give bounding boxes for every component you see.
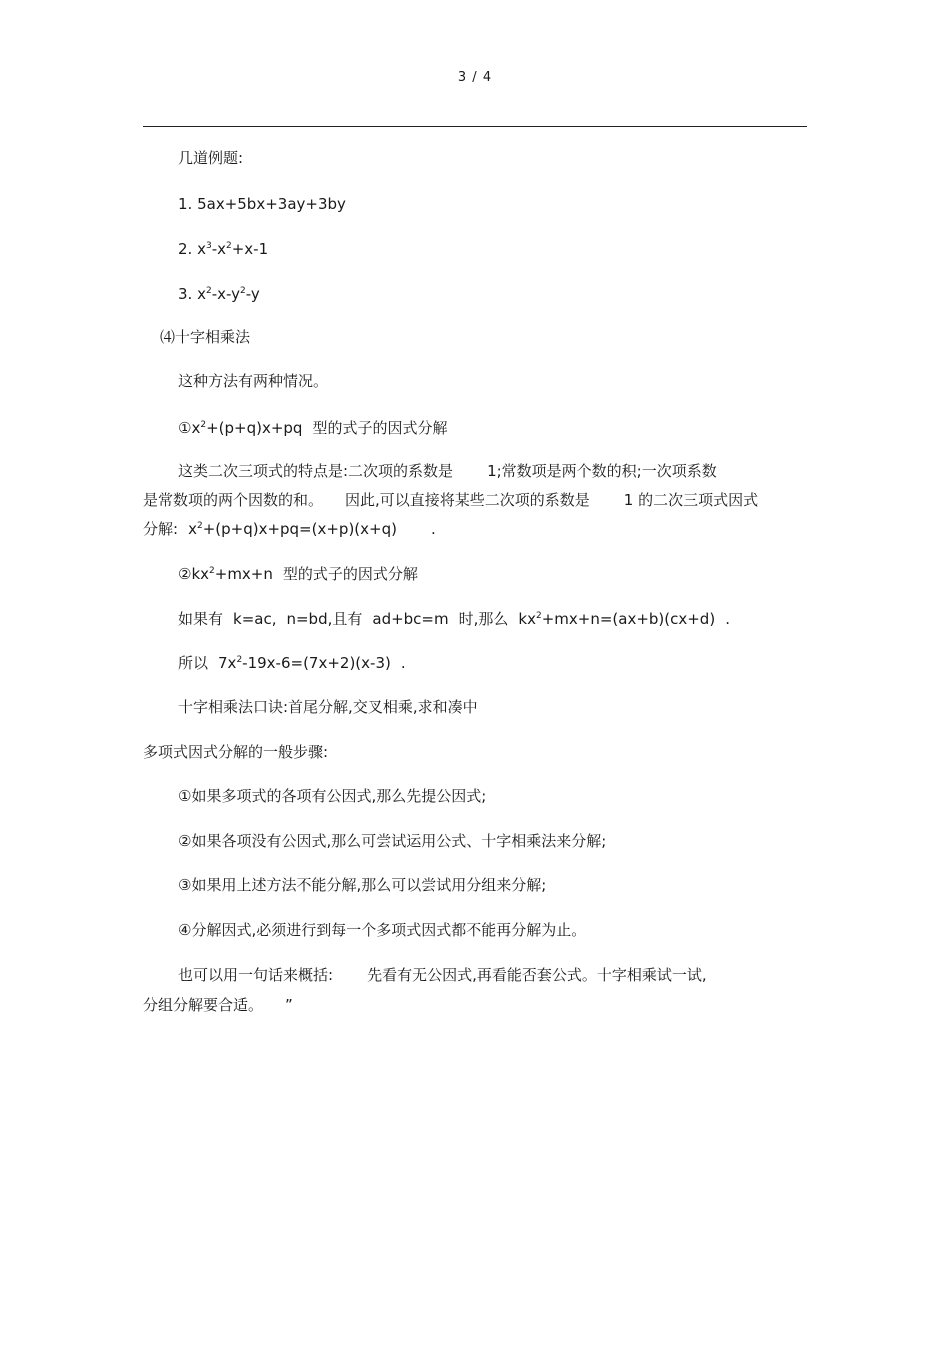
- paragraph-1-line-3: [143, 519, 436, 539]
- case-2-prefix: ②kx: [178, 565, 210, 583]
- so-line: [178, 653, 406, 673]
- paragraph-1-line-2-a: 是常数项的两个因数的和。: [143, 491, 324, 509]
- paragraph-1-line-3-a: 分解:: [143, 520, 179, 538]
- paragraph-2-exponent: 2: [535, 611, 542, 621]
- case-2-heading: [178, 564, 418, 584]
- example-2-suffix: +x-1: [231, 240, 269, 258]
- examples-title: 几道例题:: [178, 149, 244, 167]
- two-cases-text: 这种方法有两种情况。: [178, 372, 329, 390]
- case-1-prefix: ①x: [178, 419, 201, 437]
- summary-line-1-b: 先看有无公因式,再看能否套公式。十字相乘试一试,: [367, 966, 707, 984]
- paragraph-2: [178, 609, 730, 629]
- example-3-exponent-1: 2: [205, 286, 212, 296]
- example-2-exponent-1: 3: [205, 241, 212, 251]
- paragraph-1-line-1-b: 1;常数项是两个数的积;一次项系数: [487, 462, 717, 480]
- paragraph-2-a: 如果有: [178, 610, 224, 628]
- page-number: 3 / 4: [457, 70, 493, 85]
- paragraph-2-f: kx: [518, 610, 536, 628]
- header-rule: [143, 126, 807, 127]
- paragraph-1-line-2-b: 因此,可以直接将某些二次项的系数是: [345, 491, 590, 509]
- paragraph-1-line-2-c: 1 的二次三项式因式: [623, 491, 759, 509]
- summary-line-2: [143, 995, 293, 1015]
- example-3-mid: -x-y: [211, 285, 241, 303]
- mnemonic: 十字相乘法口诀:首尾分解,交叉相乘,求和凑中: [178, 698, 478, 716]
- so-line-a: 所以: [178, 654, 209, 672]
- paragraph-2-formula: +mx+n=(ax+b)(cx+d): [541, 610, 716, 628]
- paragraph-2-c: n=bd,且有: [286, 610, 363, 628]
- step-4: ④分解因式,必须进行到每一个多项式因式都不能再分解为止。: [178, 921, 587, 939]
- case-1-exponent: 2: [200, 420, 207, 430]
- paragraph-1-formula: +(p+q)x+pq=(x+p)(x+q): [202, 520, 397, 538]
- paragraph-1-line-3-exponent: 2: [196, 521, 203, 531]
- case-2-label: 型的式子的因式分解: [282, 565, 418, 583]
- example-1: 1. 5ax+5bx+3ay+3by: [178, 195, 346, 213]
- case-1-expression: +(p+q)x+pq: [206, 419, 303, 437]
- paragraph-1-line-1-a: 这类二次三项式的特点是:二次项的系数是: [178, 462, 454, 480]
- summary-line-2-a: 分组分解要合适。: [143, 996, 264, 1014]
- step-2: ②如果各项没有公因式,那么可尝试运用公式、十字相乘法来分解;: [178, 832, 607, 850]
- paragraph-1-line-1: [178, 461, 717, 481]
- so-line-formula: -19x-6=(7x+2)(x-3): [242, 654, 391, 672]
- example-3-prefix: 3. x: [178, 285, 206, 303]
- paragraph-2-d: ad+bc=m: [372, 610, 449, 628]
- so-line-period: .: [400, 654, 406, 672]
- cross-multiplication-heading: ⑷十字相乘法: [160, 328, 251, 346]
- so-line-b: 7x: [218, 654, 237, 672]
- summary-line-1-a: 也可以用一句话来概括:: [178, 966, 334, 984]
- summary-line-2-b: ”: [285, 996, 293, 1014]
- example-3: [178, 284, 260, 304]
- paragraph-1-line-3-b: x: [188, 520, 197, 538]
- step-1: ①如果多项式的各项有公因式,那么先提公因式;: [178, 787, 487, 805]
- paragraph-1-line-2: [143, 490, 758, 510]
- case-1-label: 型的式子的因式分解: [312, 419, 448, 437]
- example-2-prefix: 2. x: [178, 240, 206, 258]
- example-3-exponent-2: 2: [240, 286, 246, 296]
- paragraph-2-e: 时,那么: [458, 610, 509, 628]
- case-2-expression: +mx+n: [214, 565, 273, 583]
- example-2: [178, 239, 268, 259]
- case-1-heading: [178, 418, 447, 438]
- paragraph-2-period: .: [725, 610, 730, 628]
- example-2-exponent-2: 2: [226, 241, 232, 251]
- paragraph-1-period: .: [430, 520, 436, 538]
- steps-title: 多项式因式分解的一般步骤:: [143, 743, 329, 761]
- paragraph-2-b: k=ac,: [233, 610, 277, 628]
- example-3-suffix: -y: [245, 285, 260, 303]
- example-2-mid: -x: [211, 240, 226, 258]
- summary-line-1: [178, 965, 707, 985]
- step-3: ③如果用上述方法不能分解,那么可以尝试用分组来分解;: [178, 876, 547, 894]
- so-line-exponent: 2: [236, 655, 243, 665]
- case-2-exponent: 2: [209, 566, 215, 576]
